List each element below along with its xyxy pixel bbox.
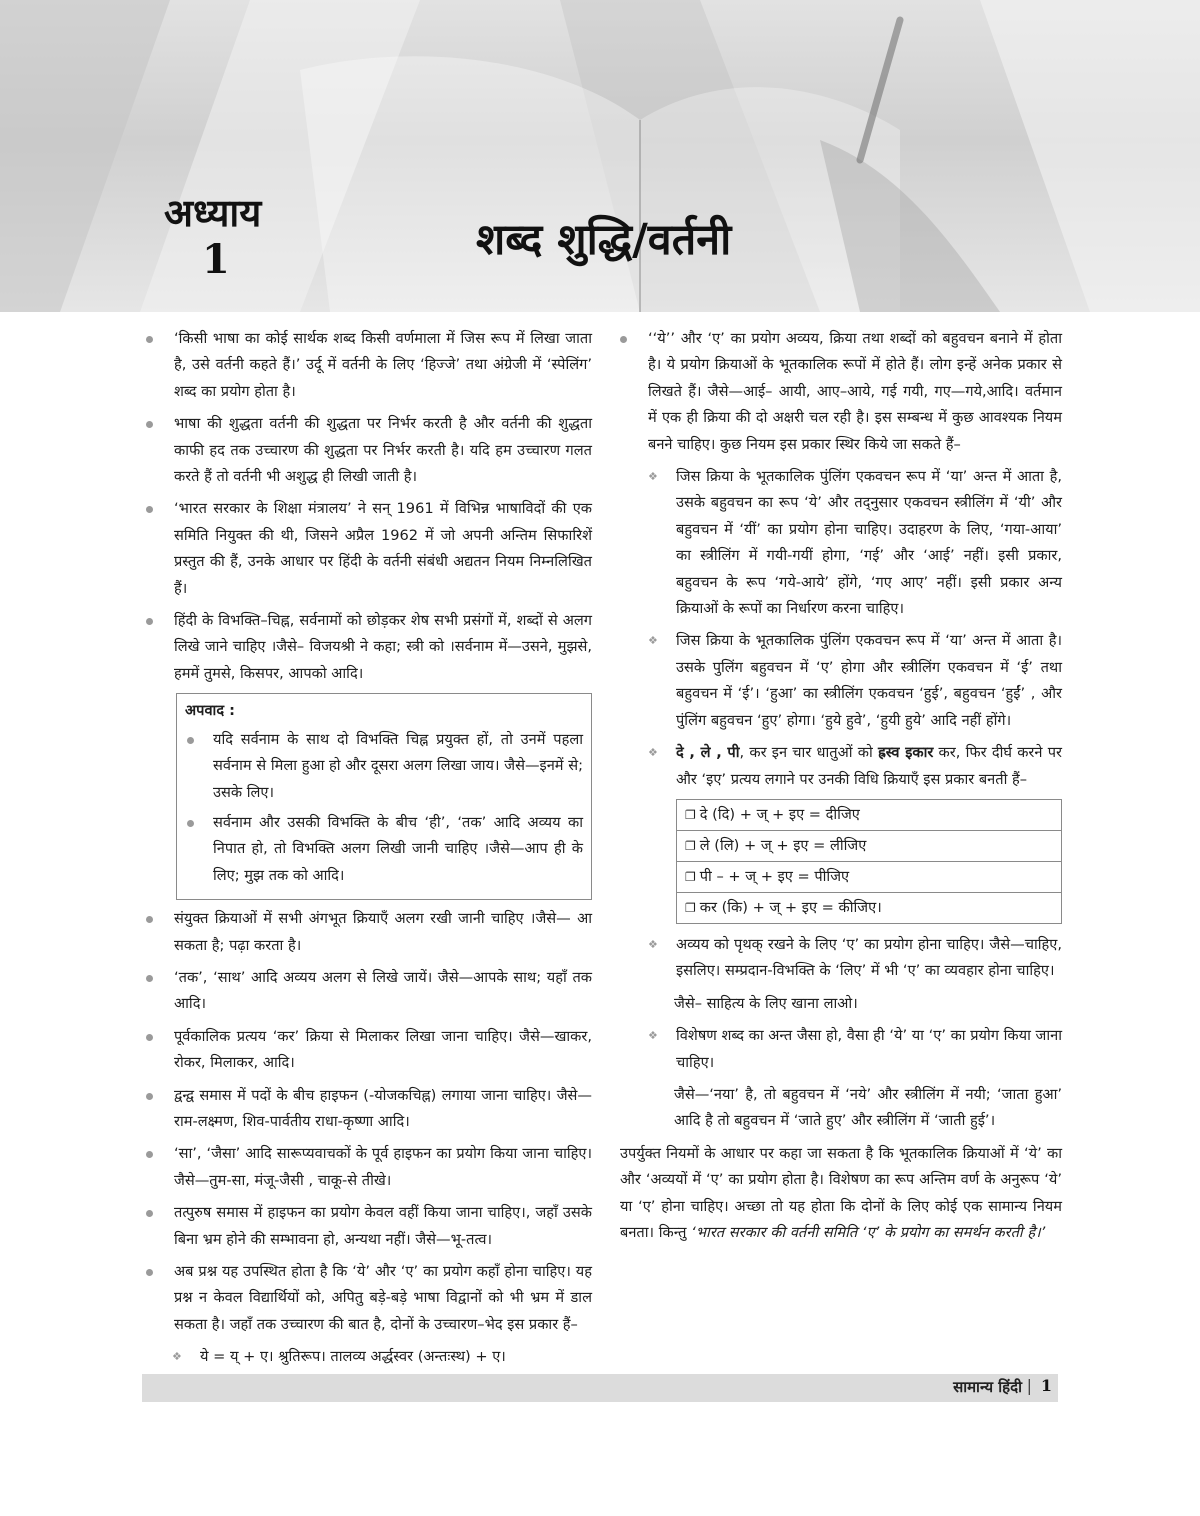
conclusion-quote: ‘भारत सरकार की वर्तनी समिति ‘ए’ के प्रयोग का समर्थन करती है।’ — [691, 1223, 1046, 1241]
exception-item: सर्वनाम और उसकी विभक्ति के बीच ‘ही’, ‘तक’ आदि अव्यय का निपात हो, तो विभक्ति अलग लिखी जानी चाहिए ।जैसे—आप ही के लिए; मुझ तक को आदि। — [185, 810, 583, 889]
sub-item-text: , कर इन चार धातुओं को — [739, 744, 878, 762]
sub-item: ❖ ये = य् + ए। श्रुतिरूप। तालव्य अर्द्धस्वर (अन्तःस्थ) + ए। — [172, 1344, 592, 1370]
chapter-label: अध्याय — [164, 190, 262, 235]
bold-roots: दे , ले , पी — [676, 744, 740, 762]
sub-item: ❖ विशेषण शब्द का अन्त जैसा हो, वैसा ही ‘ये’ या ‘ए’ का प्रयोग किया जाना चाहिए। — [648, 1023, 1062, 1076]
formula-row — [677, 862, 1061, 893]
conclusion-paragraph — [620, 1141, 1062, 1247]
formula-text: दे (दि) + ज् + इए = दीजिए — [699, 805, 860, 823]
sub-item: ❖ अव्यय को पृथक् रखने के लिए ‘ए’ का प्रयोग होना चाहिए। जैसे—चाहिए, इसलिए। सम्प्रदान-विभक्ति के ‘लिए’ में भी ‘ए’ का व्यवहार होना चाहिए। — [648, 932, 1062, 985]
example-text: जैसे– साहित्य के लिए खाना लाओ। — [674, 994, 858, 1012]
checkbox-icon: ❐ — [685, 869, 696, 884]
page-footer — [142, 1374, 1058, 1402]
checkbox-icon: ❐ — [685, 807, 696, 822]
sub-item — [648, 740, 1062, 793]
list-item: ‘सा’, ‘जैसा’ आदि सारूप्यवाचकों के पूर्व हाइफन का प्रयोग किया जाना चाहिए। जैसे—तुम-सा, मंजू-जैसी , चाकू-से तीखे। — [146, 1141, 592, 1194]
sub-item: ❖ जिस क्रिया के भूतकालिक पुंलिंग एकवचन रूप में ‘या’ अन्त में आता है, उसके बहुवचन का रूप ‘ये’ और तद्नुसार एकवचन स्त्रीलिंग में ‘यी’ और बहुवचन में ‘यीं’ का प्रयोग होना चाहिए। उदाहरण के लिए, ‘गया-आया’ का स्त्रीलिंग में गयी-गयीं होगा, ‘गई’ और ‘आई’ नहीं। इसी प्रकार, बहुवचन के रूप ‘गये-आये’ होंगे, ‘गए आए’ नहीं। इसी प्रकार अन्य क्रियाओं के रूपों का निर्धारण करना चाहिए। — [648, 464, 1062, 622]
list-item: द्वन्द्व समास में पदों के बीच हाइफन (-योजकचिह्न) लगाया जाना चाहिए। जैसे—राम-लक्ष्मण, शिव-पार्वतीय राधा-कृष्णा आदि। — [146, 1083, 592, 1136]
formula-text: ले (लि) + ज् + इए = लीजिए — [699, 836, 867, 854]
formula-row — [677, 893, 1061, 923]
chapter-number: 1 — [202, 236, 230, 283]
right-column — [620, 326, 1062, 1252]
chapter-title: शब्द शुद्धि/वर्तनी — [476, 215, 732, 265]
formula-text: पी – + ज् + इए = पीजिए — [699, 867, 850, 885]
formula-row — [677, 831, 1061, 862]
list-item: हिंदी के विभक्ति–चिह्न, सर्वनामों को छोड़कर शेष सभी प्रसंगों में, शब्दों से अलग लिखे जाने चाहिए ।जैसे– विजयश्री ने कहा; स्त्री को ।सर्वनाम में—उसने, मुझसे, हममें तुमसे, किसपर, आपको आदि। — [146, 608, 592, 687]
footer-separator: | — [1026, 1376, 1032, 1395]
chapter-banner — [0, 0, 1200, 312]
left-column — [146, 326, 592, 1409]
checkbox-icon: ❐ — [685, 838, 696, 853]
checkbox-icon: ❐ — [685, 900, 696, 915]
exception-box — [176, 693, 592, 900]
exception-item: यदि सर्वनाम के साथ दो विभक्ति चिह्न प्रयुक्त हों, तो उनमें पहला सर्वनाम से मिला हुआ हो और दूसरा अलग लिखा जाय। जैसे—इनमें से; उसके लिए। — [185, 727, 583, 806]
sub-item: ❖ जिस क्रिया के भूतकालिक पुंलिंग एकवचन रूप में ‘या’ अन्त में आता है। उसके पुलिंग बहुवचन में ‘ए’ होगा और स्त्रीलिंग एकवचन में ‘ई’ तथा बहुवचन में ‘ई’। ‘हुआ’ का स्त्रीलिंग एकवचन ‘हुई’, बहुवचन ‘हुईं’ , और पुंलिंग बहुवचन ‘हुए’ होगा। ‘हुये हुवे’, ‘हुयी हुये’ आदि नहीं होंगे। — [648, 628, 1062, 734]
formula-table — [676, 799, 1062, 924]
sub-item-text: कर, फिर दीर्घ करने पर और ‘इए’ प्रत्यय लगाने पर उनकी विधि क्रियाएँ इस प्रकार बनती हैं– — [676, 744, 1062, 788]
conclusion-text: उपर्युक्त नियमों के आधार पर कहा जा सकता है कि भूतकालिक क्रियाओं में ‘ये’ का और ‘अव्ययों में ‘ए’ का प्रयोग होता है। विशेषण का रूप अन्तिम वर्ण के अनुरूप ‘ये’ या ‘ए’ होना चाहिए। अच्छा तो यह होता कि दोनों के लिए कोई एक सामान्य नियम बनता। किन्तु — [620, 1144, 1062, 1241]
bold-term: ह्रस्व इकार — [877, 744, 934, 762]
list-item: अब प्रश्न यह उपस्थित होता है कि ‘ये’ और ‘ए’ का प्रयोग कहाँ होना चाहिए। यह प्रश्न न केवल विद्यार्थियों को, अपितु बड़े-बड़े भाषा विद्वानों को भी भ्रम में डाल सकता है। जहाँ तक उच्चारण की बात है, दोनों के उच्चारण–भेद इस प्रकार हैं– — [146, 1259, 592, 1338]
list-item: भाषा की शुद्धता वर्तनी की शुद्धता पर निर्भर करती है और वर्तनी की शुद्धता काफी हद तक उच्चारण की शुद्धता पर निर्भर करती है। यदि हम उच्चारण गलत करते हैं तो वर्तनी भी अशुद्ध ही लिखी जाती है। — [146, 411, 592, 490]
list-item: संयुक्त क्रियाओं में सभी अंगभूत क्रियाएँ अलग रखी जानी चाहिए ।जैसे— आ सकता है; पढ़ा करता है। — [146, 906, 592, 959]
list-item: ‘किसी भाषा का कोई सार्थक शब्द किसी वर्णमाला में जिस रूप में लिखा जाता है, उसे वर्तनी कहते हैं।’ उर्दू में वर्तनी के लिए ‘हिज्जे’ तथा अंग्रेजी में ‘स्पेलिंग’ शब्द का प्रयोग होता है। — [146, 326, 592, 405]
example-text: जैसे—‘नया’ है, तो बहुवचन में ‘नये’ और स्त्रीलिंग में नयी; ‘जाता हुआ’ आदि है तो बहुवचन में ‘जाते हुए’ और स्त्रीलिंग में ‘जाती हुई’। — [674, 1085, 1062, 1130]
list-item: ‘‘ये’’ और ‘ए’ का प्रयोग अव्यय, क्रिया तथा शब्दों को बहुवचन बनाने में होता है। ये प्रयोग क्रियाओं के भूतकालिक रूपों में होते हैं। लोग इन्हें अनेक प्रकार से लिखते हैं। जैसे—आई– आयी, आए–आये, गई गयी, गए—गये,आदि। वर्तमान में एक ही क्रिया की दो अक्षरी चल रही है। इस सम्बन्ध में कुछ आवश्यक नियम बनने चाहिए। कुछ नियम इस प्रकार स्थिर किये जा सकते हैं– — [620, 326, 1062, 458]
exception-heading: अपवाद : — [185, 702, 235, 720]
list-item: तत्पुरुष समास में हाइफन का प्रयोग केवल वहीं किया जाना चाहिए।, जहाँ उसके बिना भ्रम होने की सम्भावना हो, अन्यथा नहीं। जैसे—भू-तत्व। — [146, 1200, 592, 1253]
list-item: ‘भारत सरकार के शिक्षा मंत्रालय’ ने सन् 1961 में विभिन्न भाषाविदों की एक समिति नियुक्त की थी, जिसने अप्रैल 1962 में जो अपनी अन्तिम सिफारिशें प्रस्तुत की हैं, उनके आधार पर हिंदी के वर्तनी संबंधी अद्यतन नियम निम्नलिखित हैं। — [146, 496, 592, 602]
formula-text: कर (कि) + ज् + इए = कीजिए। — [699, 898, 882, 916]
list-item: ‘तक’, ‘साथ’ आदि अव्यय अलग से लिखे जायें। जैसे—आपके साथ; यहाँ तक आदि। — [146, 965, 592, 1018]
page-number: 1 — [1040, 1376, 1052, 1395]
list-item: पूर्वकालिक प्रत्यय ‘कर’ क्रिया से मिलाकर लिखा जाना चाहिए। जैसे—खाकर, रोकर, मिलाकर, आदि। — [146, 1024, 592, 1077]
formula-row — [677, 800, 1061, 831]
footer-book-title: सामान्य हिंदी — [953, 1378, 1022, 1396]
